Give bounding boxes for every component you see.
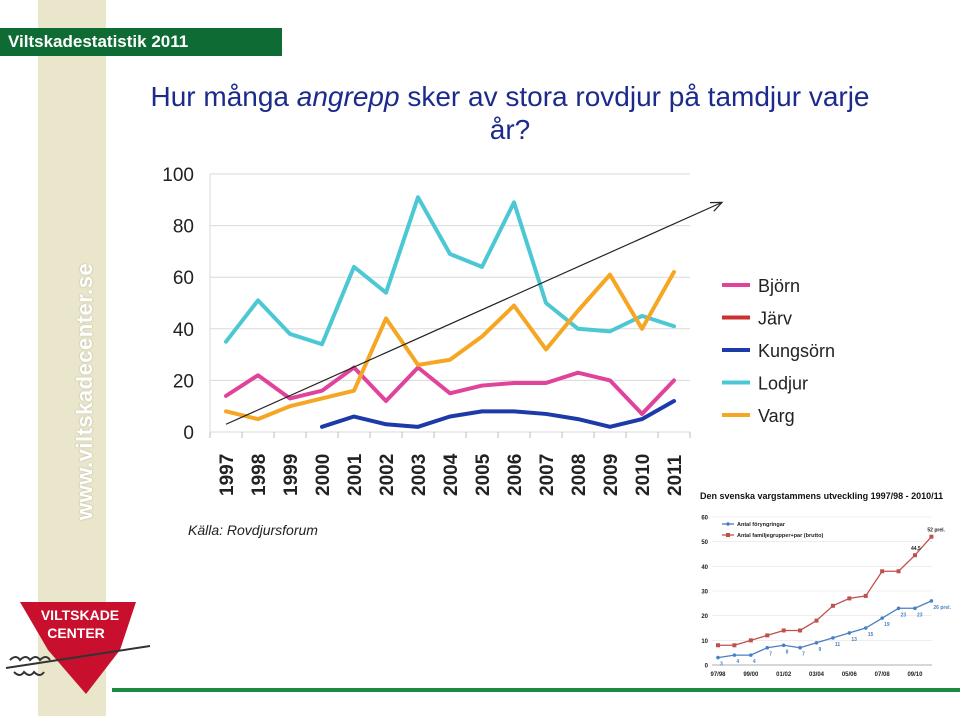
inset-data-label: 19: [884, 622, 890, 629]
inset-data-label: 3: [720, 661, 723, 668]
inset-x-tick-label: 97/98: [710, 672, 726, 678]
inset-y-tick-label: 30: [701, 589, 708, 596]
inset-y-tick-label: 50: [701, 540, 708, 547]
inset-marker: [765, 633, 769, 637]
inset-data-label: 52 prel.: [927, 527, 945, 534]
x-tick-label: 1997: [217, 453, 238, 496]
inset-background: [697, 486, 957, 682]
inset-legend-marker: [726, 522, 730, 526]
inset-data-label: 8: [785, 649, 789, 656]
inset-data-label: 4: [752, 659, 756, 666]
inset-data-label: 23: [916, 612, 923, 619]
x-tick-label: 2001: [345, 453, 366, 496]
y-tick-label: 40: [172, 319, 194, 341]
inset-y-tick-label: 20: [701, 614, 708, 621]
x-tick-label: 2007: [537, 453, 558, 496]
y-tick-label: 20: [172, 371, 194, 393]
title-part-2: sker av stora rovdjur på tamdjur varje år?: [399, 81, 870, 145]
inset-marker: [897, 606, 901, 610]
inset-data-label: 7: [769, 651, 773, 658]
inset-data-label: 15: [867, 632, 874, 638]
inset-marker: [814, 619, 818, 623]
inset-x-tick-label: 07/08: [874, 672, 890, 678]
inset-marker: [831, 604, 835, 608]
logo-line-2: CENTER: [47, 625, 105, 641]
inset-y-tick-label: 0: [704, 663, 708, 670]
y-tick-label: 100: [162, 165, 194, 186]
logo-line-1: VILTSKADE: [40, 607, 120, 623]
inset-data-label: 44,5: [910, 546, 921, 553]
inset-marker: [847, 596, 851, 600]
title-emphasis: angrepp: [296, 81, 400, 112]
inset-marker: [831, 636, 835, 640]
inset-marker: [930, 599, 934, 603]
legend-label: Kungsörn: [758, 341, 836, 361]
inset-marker: [864, 594, 868, 598]
inset-data-label: 7: [802, 651, 805, 658]
x-tick-label: 1999: [281, 453, 302, 496]
inset-legend-marker: [726, 533, 730, 537]
legend-label: Varg: [758, 406, 795, 426]
y-tick-label: 80: [172, 216, 194, 238]
x-tick-label: 2009: [601, 453, 622, 496]
inset-y-tick-label: 10: [701, 638, 708, 645]
inset-marker: [798, 646, 802, 650]
inset-marker: [749, 638, 753, 642]
inset-legend-label: Antal familjegrupper+par (brutto): [737, 533, 824, 539]
inset-marker: [880, 569, 884, 573]
inset-marker: [848, 631, 852, 635]
x-tick-label: 2011: [665, 454, 686, 496]
website-url[interactable]: www.viltskadecenter.se: [72, 262, 97, 520]
inset-x-tick-label: 05/06: [841, 672, 857, 678]
inset-legend-label: Antal föryngringar: [737, 522, 785, 528]
x-tick-label: 2010: [633, 453, 654, 496]
inset-y-tick-label: 60: [701, 515, 708, 522]
inset-data-label: 4: [736, 659, 740, 666]
inset-marker: [798, 628, 802, 632]
legend-label: Lodjur: [758, 373, 809, 394]
inset-title: Den svenska vargstammens utveckling 1997/98 - 2010/11: [700, 491, 944, 501]
x-tick-label: 2000: [313, 453, 334, 496]
inset-marker: [782, 628, 786, 632]
y-tick-label: 60: [172, 268, 194, 290]
source-note: Källa: Rovdjursforum: [188, 522, 318, 538]
inset-marker: [716, 643, 720, 647]
inset-marker: [765, 646, 769, 650]
footer-rule: [112, 688, 960, 692]
inset-data-label: 9: [818, 646, 822, 653]
inset-marker: [815, 641, 819, 645]
x-tick-label: 2003: [409, 453, 430, 496]
x-tick-label: 2008: [569, 453, 590, 496]
inset-marker: [733, 653, 737, 657]
viltskadecenter-logo: [0, 598, 160, 698]
inset-marker: [913, 553, 917, 557]
inset-marker: [782, 643, 786, 647]
inset-marker: [913, 606, 917, 610]
legend-label: Järv: [758, 308, 793, 329]
inset-data-label: 23: [900, 612, 907, 619]
inset-marker: [880, 616, 884, 620]
legend-label: Björn: [758, 276, 801, 296]
inset-data-label: 11: [834, 641, 841, 648]
x-tick-label: 2005: [473, 453, 494, 496]
inset-marker: [929, 535, 933, 539]
x-tick-label: 1998: [249, 453, 270, 496]
inset-x-tick-label: 03/04: [808, 672, 825, 678]
inset-marker: [864, 626, 868, 630]
inset-x-tick-label: 09/10: [907, 672, 923, 678]
inset-marker: [749, 653, 753, 657]
inset-y-tick-label: 40: [701, 564, 708, 571]
y-tick-label: 0: [183, 423, 194, 444]
inset-marker: [732, 643, 736, 647]
inset-data-label: 26 prel.: [933, 604, 951, 611]
inset-x-tick-label: 01/02: [776, 672, 792, 678]
header-title: Viltskadestatistik 2011: [0, 28, 282, 56]
title-part-1: Hur många: [150, 81, 297, 112]
x-tick-label: 2004: [441, 453, 462, 496]
x-tick-label: 2006: [505, 453, 526, 496]
x-tick-label: 2002: [377, 453, 398, 496]
inset-x-tick-label: 99/00: [743, 672, 759, 678]
inset-marker: [897, 569, 901, 573]
inset-marker: [716, 656, 720, 660]
inset-data-label: 13: [851, 636, 857, 643]
